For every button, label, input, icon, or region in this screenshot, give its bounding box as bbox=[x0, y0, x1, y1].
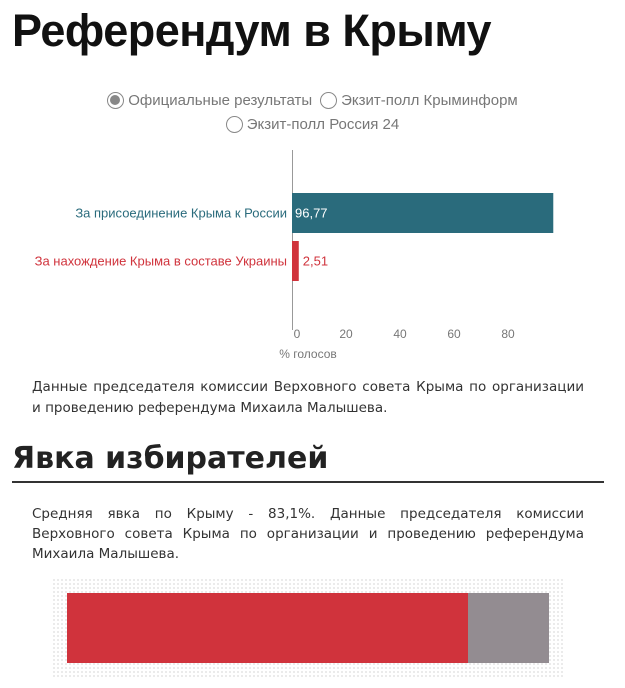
results-bar-chart bbox=[0, 145, 625, 365]
turnout-voted-segment bbox=[67, 593, 468, 663]
source-selector bbox=[0, 88, 625, 136]
radio-row-1 bbox=[0, 88, 625, 112]
bar bbox=[292, 193, 553, 233]
x-tick-label: 20 bbox=[339, 327, 353, 341]
turnout-bar bbox=[67, 593, 549, 663]
x-tick-label: 0 bbox=[293, 327, 301, 341]
data-label: 2,51 bbox=[302, 253, 329, 269]
radio-label-russia24: Экзит-полл Россия 24 bbox=[246, 115, 400, 133]
radio-exitpoll-russia24[interactable] bbox=[226, 116, 399, 133]
x-axis-title: % голосов bbox=[279, 347, 337, 361]
radio-unchecked-icon bbox=[320, 92, 337, 109]
category-label: За присоединение Крыма к России bbox=[75, 205, 287, 221]
radio-checked-icon bbox=[107, 92, 124, 109]
data-label: 96,77 bbox=[295, 205, 328, 221]
turnout-description: Средняя явка по Крыму - 83,1%. Данные председателя комиссии Верховного совета Крыма по организации и проведению референдума Михаила Малышева. bbox=[32, 506, 584, 562]
category-label: За нахождение Крыма в составе Украины bbox=[34, 253, 287, 269]
x-tick-label: 60 bbox=[447, 327, 461, 341]
turnout-heading: Явка избирателей bbox=[12, 441, 329, 476]
turnout-chart bbox=[52, 578, 564, 678]
radio-label-kryminform: Экзит-полл Крыминформ bbox=[341, 91, 518, 109]
radio-unchecked-icon bbox=[226, 116, 243, 133]
x-tick-label: 80 bbox=[501, 327, 515, 341]
page-title: Референдум в Крыму bbox=[12, 5, 492, 56]
x-tick-label: 40 bbox=[393, 327, 407, 341]
radio-official-results[interactable] bbox=[107, 92, 312, 109]
bar bbox=[292, 241, 299, 281]
radio-row-2 bbox=[0, 112, 625, 136]
radio-exitpoll-kryminform[interactable] bbox=[320, 92, 518, 109]
heading-divider bbox=[12, 481, 604, 483]
turnout-nonvoted-segment bbox=[468, 593, 549, 663]
radio-label-official: Официальные результаты bbox=[128, 91, 313, 109]
source-note: Данные председателя комиссии Верховного совета Крыма по организации и проведению референдума Михаила Малышева. bbox=[32, 379, 584, 416]
